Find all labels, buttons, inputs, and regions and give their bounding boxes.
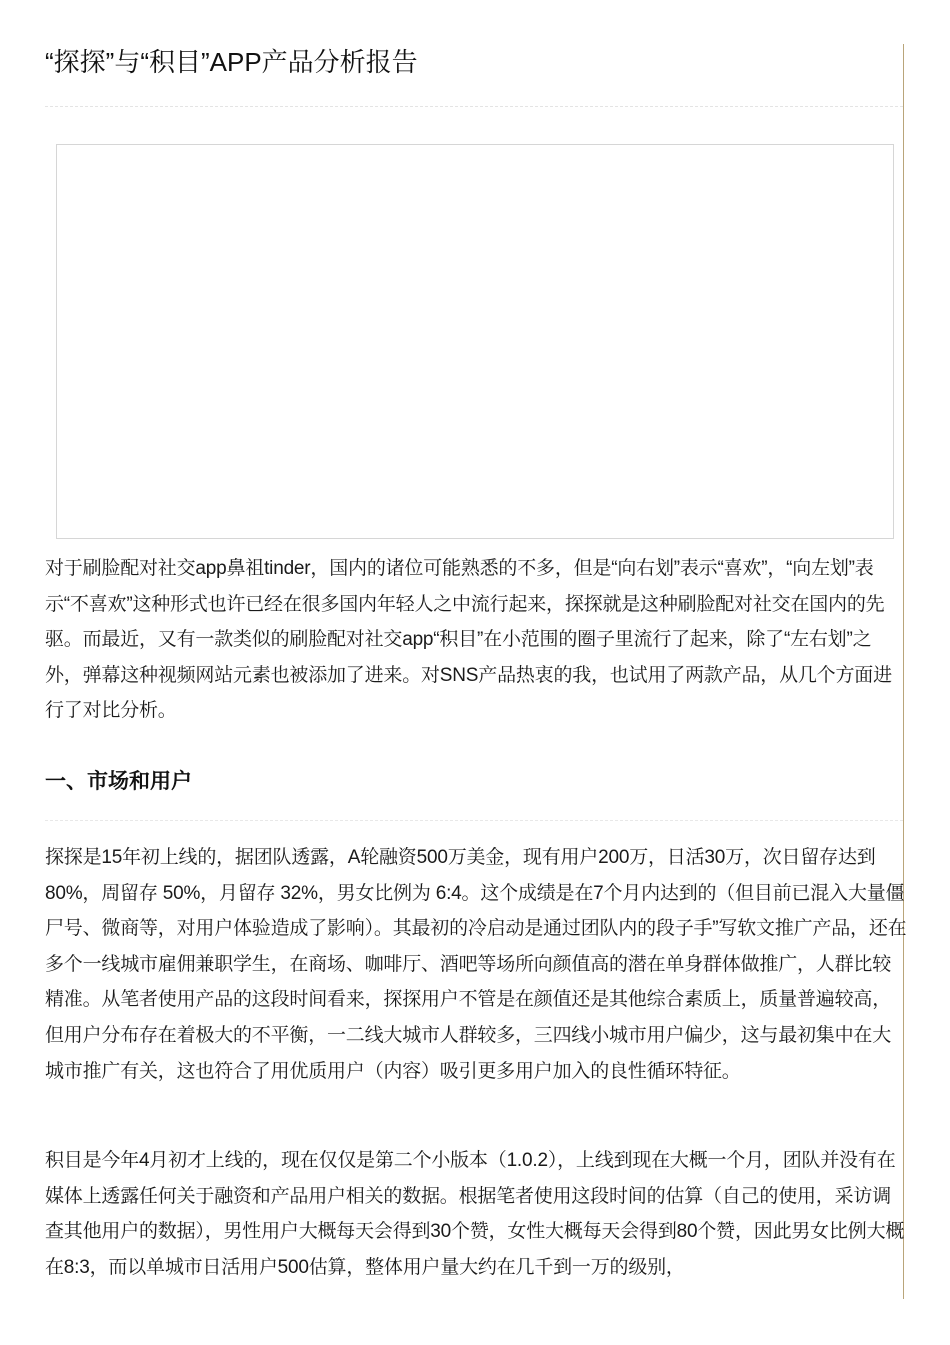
section-heading-market-users: 一、市场和用户 [45,770,192,793]
image-placeholder [56,144,894,539]
tantan-paragraph: 探探是15年初上线的，据团队透露，A轮融资500万美金，现有用户200万，日活30万，次日留存达到80%，周留存 50%，月留存 32%，男女比例为 6:4。这个成绩是在7个月内达到的（但目前已混入大量僵尸号、微商等，对用户体验造成了影响）。其最初的冷启动是通过团队内的段子手”写软文推广产品，还在多个一线城市雇佣兼职学生，在商场、咖啡厅、酒吧等场所向颜值高的潜在单身群体做推广，人群比较精准。从笔者使用产品的这段时间看来，探探用户不管是在颜值还是其他综合素质上，质量普遍较高，但用户分布存在着极大的不平衡，一二线大城市人群较多，三四线小城市用户偏少，这与最初集中在大城市推广有关，这也符合了用优质用户（内容）吸引更多用户加入的良性循环特征。 [45,847,907,1082]
jimu-paragraph: 积目是今年4月初才上线的，现在仅仅是第二个小版本（1.0.2），上线到现在大概一个月，团队并没有在媒体上透露任何关于融资和产品用户相关的数据。根据笔者使用这段时间的估算（自己的使用，采访调查其他用户的数据），男性用户大概每天会得到30个赞，女性大概每天会得到80个赞，因此男女比例大概在8:3，而以单城市日活用户500估算，整体用户量大约在几千到一万的级别， [45,1150,905,1278]
article-title: “探探”与“积目”APP产品分析报告 [45,47,418,77]
section-divider [45,820,903,821]
intro-paragraph: 对于刷脸配对社交app鼻祖tinder，国内的诸位可能熟悉的不多，但是“向右划”表示“喜欢”，“向左划”表示“不喜欢”这种形式也许已经在很多国内年轻人之中流行起来，探探就是这种刷脸配对社交在国内的先驱。而最近，又有一款类似的刷脸配对社交app“积目”在小范围的圈子里流行了起来，除了“左右划”之外，弹幕这种视频网站元素也被添加了进来。对SNS产品热衷的我，也试用了两款产品，从几个方面进行了对比分析。 [45,558,892,722]
title-divider [45,106,903,107]
